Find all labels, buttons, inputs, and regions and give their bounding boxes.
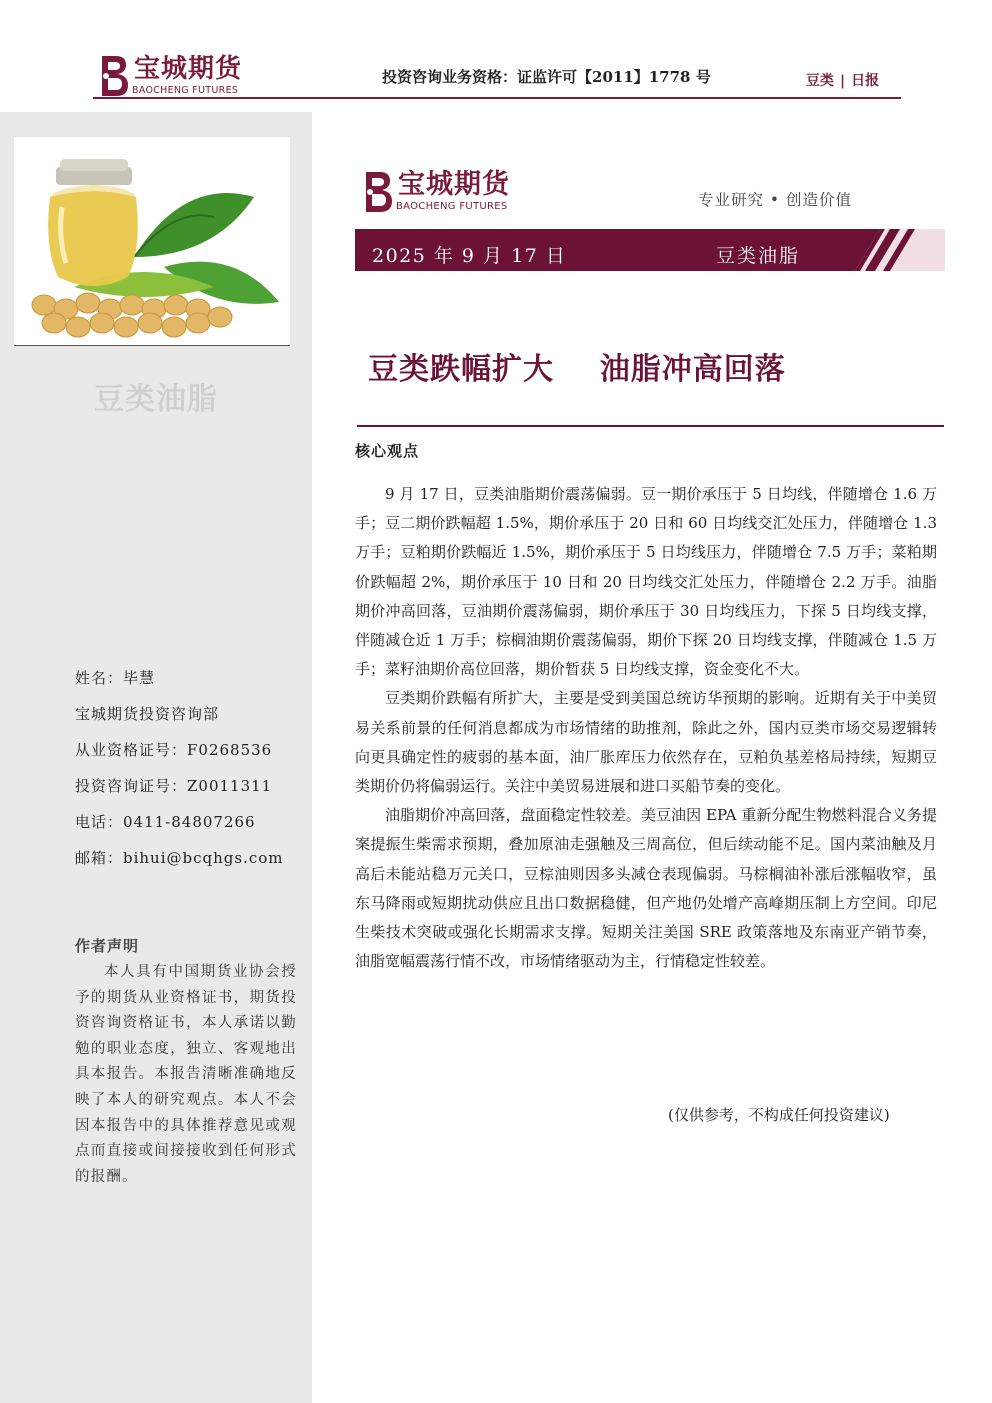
tag-type: 日报 <box>851 73 880 89</box>
title-rule <box>357 425 944 427</box>
analyst-department: 宝城期货投资咨询部 <box>75 705 220 723</box>
paragraph: 9 月 17 日，豆类油脂期价震荡偏弱。豆一期价承压于 5 日均线，伴随增仓 1.6 万手；豆二期价跌幅超 1.5%，期价承压于 20 日和 60 日均线交汇处压力，伴随增仓 1.3 万手；豆粕期价跌幅近 1.5%，期价承压于 5 日均线压力，伴随增仓 7.5 万手；菜粕期价跌幅超 2%，期价承压于 10 日和 20 日均线交汇处压力，伴随增仓 2.2 万手。油脂期价冲高回落，豆油期价震荡偏弱，期价承压于 30 日均线压力，下探 5 日均线支撑，伴随减仓近 1 万手；棕榈油期价震荡偏弱，期价下探 20 日均线支撑，伴随减仓 1.5 万手；菜籽油期价高位回落，期价暂获 5 日均线支撑，资金变化不大。 <box>355 485 937 679</box>
core-view-heading: 核心观点 <box>355 442 420 460</box>
report-category: 豆类油脂 <box>716 245 801 267</box>
sidebar-title: 豆类油脂 <box>94 382 218 417</box>
oil-jar-and-soybeans-image <box>14 137 290 345</box>
paragraph: 豆类期价跌幅有所扩大，主要是受到美国总统访华预期的影响。近期有关于中美贸易关系前景的任何消息都成为市场情绪的助推剂，除此之外，国内豆类市场交易逻辑转向更具确定性的疲弱的基本面，油厂胀库压力依然存在，豆粕负基差格局持续，短期豆类期价仍将偏弱运行。关注中美贸易进展和进口买船节奏的变化。 <box>355 689 937 796</box>
tag-separator: | <box>840 73 846 89</box>
header-rule <box>93 97 901 99</box>
tag-category: 豆类 <box>806 73 834 89</box>
phone-number: 电话：0411-84807266 <box>75 813 256 831</box>
license-text: 投资咨询业务资格：证监许可【2011】1778 号 <box>382 68 711 86</box>
analyst-name: 姓名：毕慧 <box>75 669 156 687</box>
baocheng-logo-icon <box>96 52 130 98</box>
email-address: 邮箱：bihui@bcqhgs.com <box>75 849 284 867</box>
report-date: 2025 年 9 月 17 日 <box>372 245 567 267</box>
report-title: 豆类跌幅扩大 油脂冲高回落 <box>368 352 786 387</box>
baocheng-logo-icon <box>360 168 394 214</box>
logo-text-cn: 宝城期货 <box>134 54 243 84</box>
slogan: 专业研究 • 创造价值 <box>698 191 852 209</box>
paragraph: 油脂期价冲高回落，盘面稳定性较差。美豆油因 EPA 重新分配生物燃料混合义务提案提振生柴需求预期，叠加原油走强触及三周高位，但后续动能不足。国内菜油触及月高后未能站稳万元关口，豆棕油则因多头减仓表现偏弱。马棕榈油补涨后涨幅收窄，虽东马降雨或短期扰动供应且出口数据稳健，但产地仍处增产高峰期压制上方空间。印尼生柴技术突破或强化长期需求支撑。短期关注美国 SRE 政策落地及东南亚产销节奏，油脂宽幅震荡行情不改，市场情绪驱动为主，行情稳定性较差。 <box>355 806 937 971</box>
soybean-oil-photo <box>14 137 290 345</box>
header-logo <box>96 52 256 100</box>
logo-text-cn: 宝城期货 <box>398 169 510 200</box>
logo-text-en: BAOCHENG FUTURES <box>132 85 239 96</box>
report-logo <box>360 168 530 216</box>
core-view-body <box>355 480 937 976</box>
logo-text-en: BAOCHENG FUTURES <box>396 201 508 212</box>
header-tag <box>806 70 879 90</box>
qualification-number: 从业资格证号：F0268536 <box>75 741 273 759</box>
banner-stripes-decoration <box>855 229 945 271</box>
declaration-title: 作者声明 <box>75 937 140 955</box>
consulting-number: 投资咨询证号：Z0011311 <box>75 777 273 795</box>
sidebar-rule <box>14 345 290 346</box>
declaration-body: 本人具有中国期货业协会授予的期货从业资格证书，期货投资咨询资格证书，本人承诺以勤勉的职业态度，独立、客观地出具本报告。本报告清晰准确地反映了本人的研究观点。本人不会因本报告中的具体推荐意见或观点而直接或间接接收到任何形式的报酬。 <box>75 964 297 1185</box>
disclaimer: (仅供参考，不构成任何投资建议) <box>668 1106 890 1124</box>
